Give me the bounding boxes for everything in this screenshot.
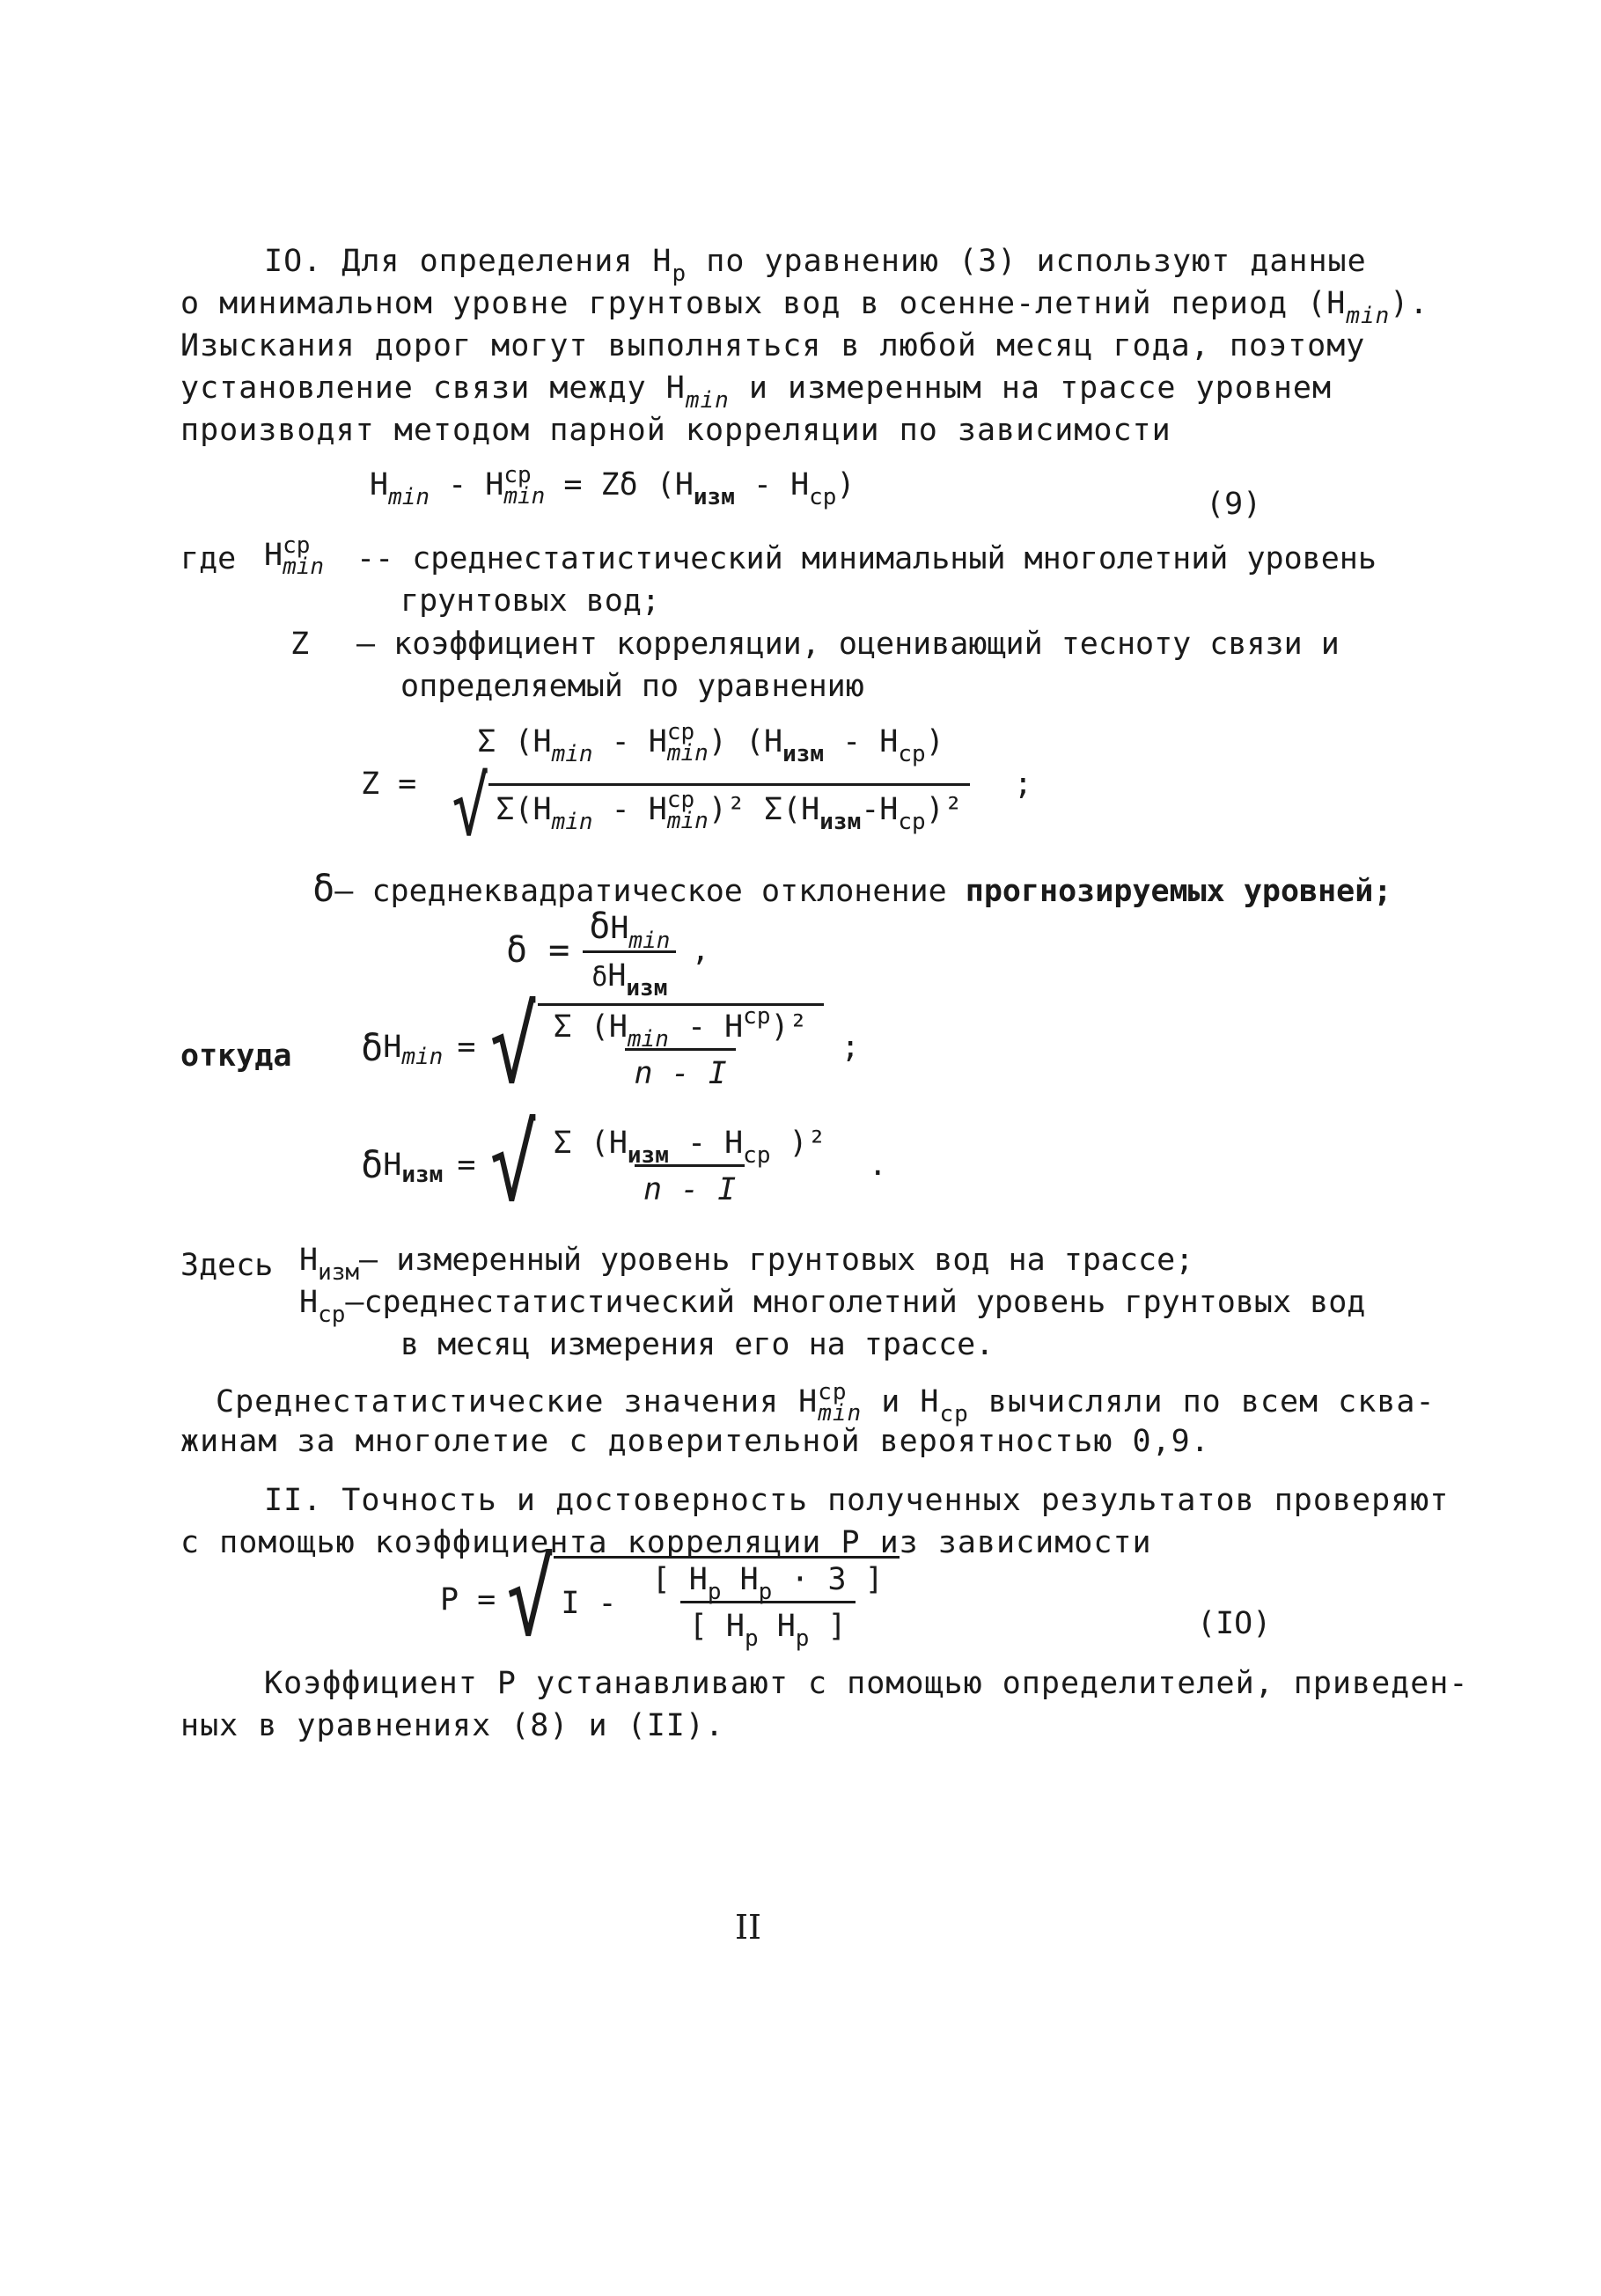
stat-para-line1: Среднестатистические значения Н ср min и $Н_{ср}$ вычисляли по всем сква- [216,1379,1436,1427]
delta-definition: δ— среднеквадратическое отклонение прогнозируемых уровней; [312,867,1392,910]
delta-formula: δ = $\frac{\delta Н_{min}}{\delta Н_{изм}}$ , [506,906,710,1001]
para10-line2: о минимальном уровне грунтовых вод в осенне-летний период $(Н_{min})$. [180,286,1429,329]
label-otkuda: откуда [180,1038,292,1074]
para10-line5: производят методом парной корреляции по зависимости [180,413,1171,448]
hcp-desc-line2: грунтовых вод; [400,583,661,619]
delta-h-min-formula: δ Н min = √ $\frac{\Sigma (Н_{min} - Н^{ср})^2}{n - I}$ ; [361,987,860,1107]
equation-10: Р = √ I - $\frac{[ Н_р Н_р \cdot 3 ]}{[ Н_р Н_р ]}$ [440,1556,900,1644]
final-para-line2: ных в уравнениях (8) и (II). [180,1708,725,1743]
z-desc-line2: определяемый по уравнению [400,669,864,704]
para11-line1: II. Точность и достоверность полученных результатов проверяют [264,1483,1450,1518]
delta-h-izm-formula: δ Н изм = √ $\frac{\Sigma (Н_{изм} - Н_{ср} )^2}{n - I}$ . [361,1104,887,1225]
stat-para-line2: жинам за многолетие с доверительной вероятностью 0,9. [180,1424,1210,1459]
equation-9-number: (9) [1206,487,1262,522]
para10-line1: IO. Для определения $Н_р$ по уравнению (3) используют данные [264,244,1367,287]
page-number: II [735,1908,762,1947]
symbol-hcp-min: Н ср min [264,532,325,580]
para10-line4: установление связи между $Н_{min}$ и измеренным на трассе уровнем [180,370,1333,414]
z-desc-line1: — коэффициент корреляции, оценивающий тесноту связи и [356,627,1340,662]
label-zdes: Здесь [180,1248,274,1283]
hcp-desc-line1: -- среднестатистический минимальный многолетний уровень [356,541,1377,576]
zdes-h-sr: $Н_{ср}—среднестатистический$ многолетний уровень грунтовых вод [299,1285,1366,1328]
label-gde: где [180,541,237,576]
zdes-h-izm: $Н_{изм}—$ измеренный уровень грунтовых вод на трассе; [299,1243,1194,1286]
equation-10-number: (IO) [1197,1606,1272,1641]
z-formula: Z = Σ ($Н_{min}$ - Н ср min ) $(Н_{изм} - Н_{ср})$ √ $\Sigma(Н_{min}$ - Н ср min )² $\Sigma(Н_{изм}-Н_{ср})^2$ ; [361,719,1032,855]
symbol-z: Z [290,627,310,662]
final-para-line1: Коэффициент Р устанавливают с помощью определителей, приведен- [264,1666,1469,1701]
zdes-h-sr-line2: в месяц измерения его на трассе. [400,1327,995,1362]
para11-line2: с помощью коэффициента корреляции Р из зависимости [180,1525,1152,1560]
para10-line3: Изыскания дорог могут выполняться в любой месяц года, поэтому [180,328,1366,363]
equation-9: $Н_{min}$ - Н ср min = Zδ $(Н_{изм} - Н_{ср})$ [370,462,856,510]
